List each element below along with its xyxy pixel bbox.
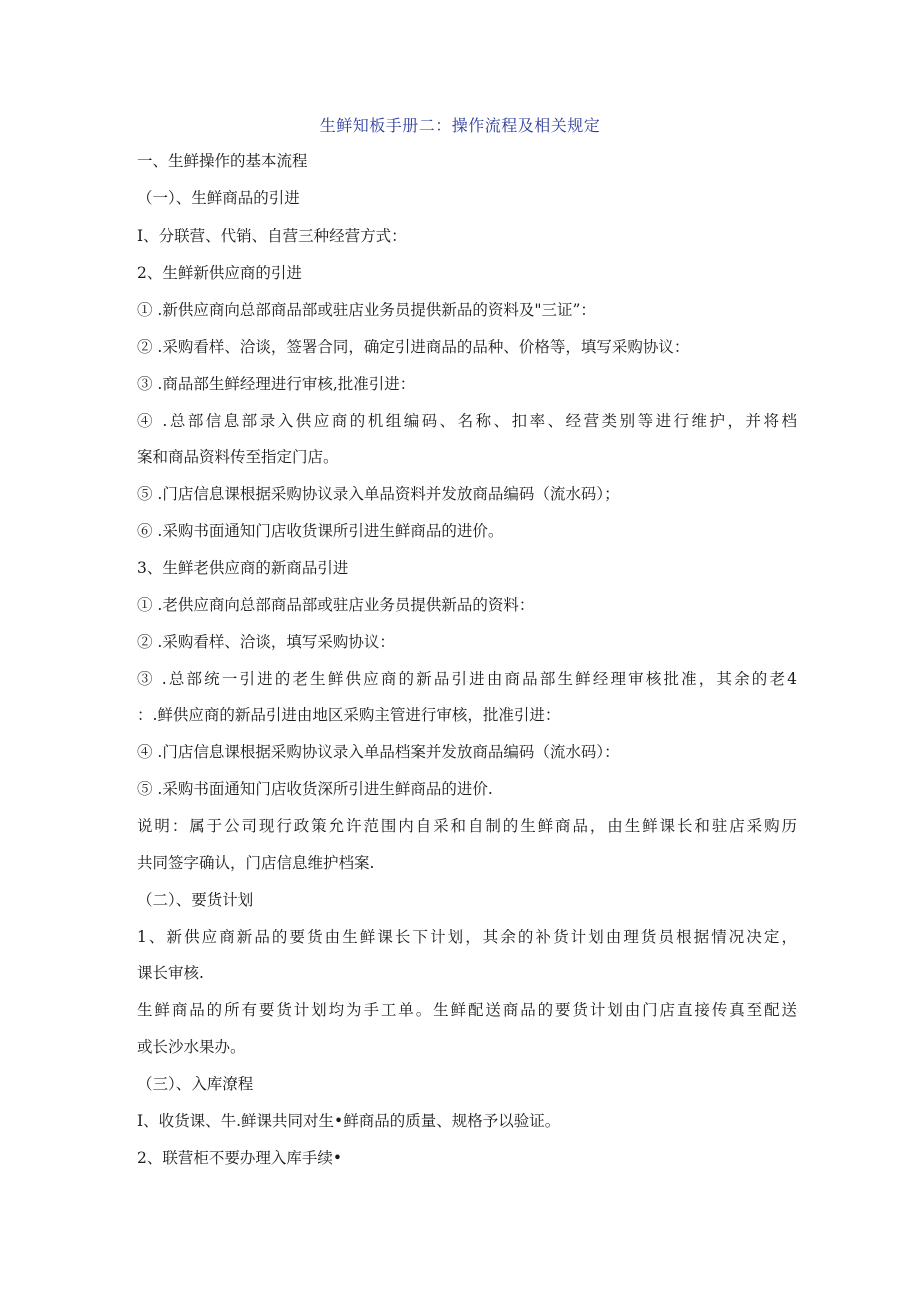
subsection-heading: （一）、生鲜商品的引进 <box>137 189 300 207</box>
paragraph-line: I、分联营、代销、自营三种经营方式： <box>137 227 407 245</box>
list-item: ① .新供应商向总部商品部或驻店业务员提供新品的资料及"三证”： <box>137 301 596 319</box>
document-title: 生鲜知板手册二：操作流程及相关规定 <box>319 116 601 135</box>
subsection-heading: （二）、要货计划 <box>137 891 254 909</box>
list-item: ⑤ .采购书面通知门店收货深所引进生鲜商品的进价. <box>137 780 493 798</box>
section-heading: 一、生鲜操作的基本流程 <box>137 152 308 170</box>
paragraph-line: 课长审核. <box>137 964 204 982</box>
list-item: ③ .商品部生鲜经理进行审核,批准引进： <box>137 375 416 393</box>
paragraph-line: 1、新供应商新品的要货由生鲜课长下计划，其余的补货计划由理货员根据情况决定， <box>137 928 797 946</box>
list-item: ⑤ .门店信息课根据采购协议录入单品资料并发放商品编码（流水码）； <box>137 485 620 503</box>
paragraph-line: 说明：属于公司现行政策允许范围内自采和自制的生鲜商品，由生鲜课长和驻店采购历 <box>137 817 797 835</box>
list-item: ② .采购看样、洽谈，签署合同，确定引进商品的品种、价格等，填写采购协议： <box>137 338 690 356</box>
paragraph-line: ：.鲜供应商的新品引进由地区采购主管进行审核，批准引进： <box>137 706 561 724</box>
list-item: ① .老供应商向总部商品部或驻店业务员提供新品的资料： <box>137 596 535 614</box>
list-item: ④ .门店信息课根据采购协议录入单品档案并发放商品编码（流水码）： <box>137 743 620 761</box>
paragraph-line: 生鲜商品的所有要货计划均为手工单。生鲜配送商品的要货计划由门店直接传真至配送 <box>137 1001 797 1019</box>
paragraph-line: 共同签字确认，门店信息维护档案. <box>137 854 375 872</box>
list-item: ③ .总部统一引进的老生鲜供应商的新品引进由商品部生鲜经理审核批准，其余的老4 <box>137 670 797 688</box>
list-item: ② .采购看样、洽谈，填写采购协议： <box>137 633 395 651</box>
list-item: ⑥ .采购书面通知门店收货课所引进生鲜商品的进价。 <box>137 522 504 540</box>
paragraph-line: 案和商品资料传至指定门店。 <box>137 448 339 466</box>
paragraph-line: 3、生鲜老供应商的新商品引进 <box>137 559 349 577</box>
paragraph-line: 2、联营柜不要办理入库手续• <box>137 1149 343 1167</box>
paragraph-line: I、收货课、牛.鲜课共同对生•鲜商品的质量、规格予以验证。 <box>137 1112 561 1130</box>
subsection-heading: （三）、入库潦程 <box>137 1075 254 1093</box>
list-item: ④ .总部信息部录入供应商的机组编码、名称、扣率、经营类别等进行维护，并将档 <box>137 412 797 430</box>
paragraph-line: 2、生鲜新供应商的引进 <box>137 264 302 282</box>
paragraph-line: 或长沙水果办。 <box>137 1038 246 1056</box>
